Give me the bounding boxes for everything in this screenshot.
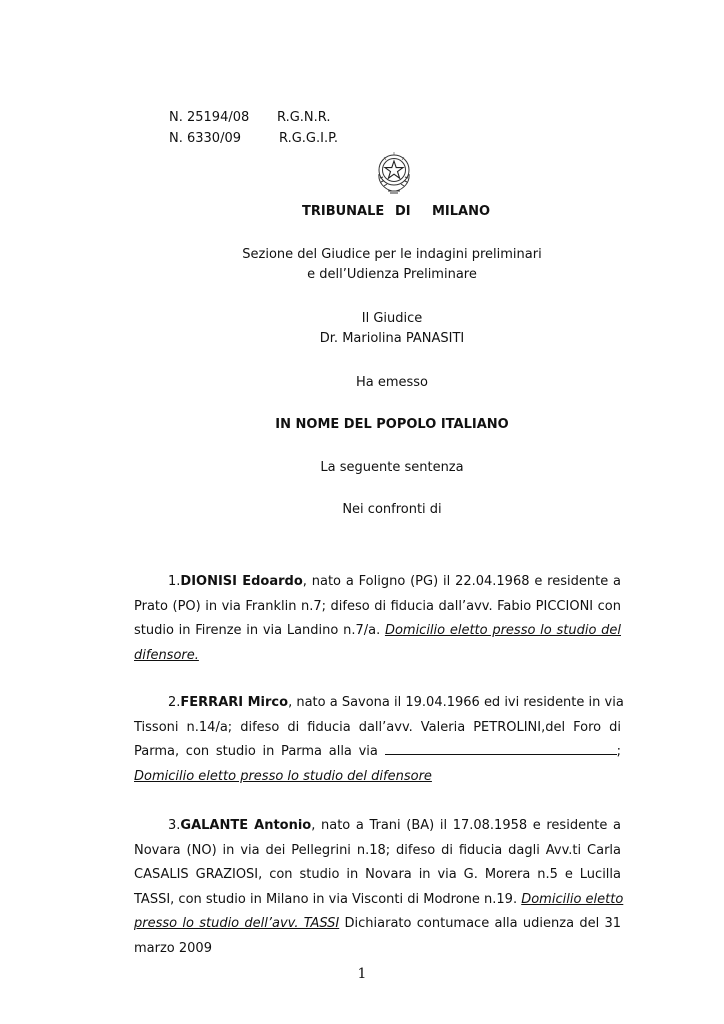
issued-text: Ha emesso: [355, 375, 429, 390]
defendant-name: FERRARI Mirco: [180, 695, 289, 710]
court-title-word-2: DI: [395, 204, 411, 219]
sentence-text: La seguente sentenza: [320, 460, 464, 475]
court-title-word-3: MILANO: [432, 204, 491, 219]
against-text: Nei confronti di: [342, 502, 442, 517]
case-code-rgnr: R.G.N.R.: [277, 110, 331, 125]
judge-title: Il Giudice: [361, 311, 423, 326]
defendant-name: GALANTE Antonio: [180, 818, 312, 833]
defendant-paragraph-1: 1.DIONISI Edoardo, nato a Foligno (PG) il 22.04.1968 e residente a Prato (PO) in via Franklin n.7; difeso di fiducia dall’avv. Fabio PICCIONI con studio in Firenze in via Landino n.7/a. Domicilio eletto presso lo studio del difensore.: [134, 574, 621, 663]
section-line-1: Sezione del Giudice per le indagini preliminari: [242, 247, 542, 262]
defendant-number: 2.: [168, 695, 181, 710]
section-line-2: e dell’Udienza Preliminare: [307, 267, 477, 282]
defendant-paragraph-2: 2.FERRARI Mirco, nato a Savona il 19.04.1966 ed ivi residente in via Tissoni n.14/a; difeso di fiducia dall’avv. Valeria PETROLINI,del Foro di Parma, con studio in Parma alla via ; Domicilio eletto presso lo studio del difensore: [134, 695, 624, 784]
case-number-rgnr: N. 25194/08: [169, 110, 250, 125]
in-name-heading: IN NOME DEL POPOLO ITALIANO: [275, 417, 509, 432]
page-number: 1: [357, 966, 367, 982]
italian-republic-emblem-icon: [370, 148, 418, 196]
defendant-number: 1.: [168, 574, 181, 589]
defendant-paragraph-3: 3.GALANTE Antonio, nato a Trani (BA) il 17.08.1958 e residente a Novara (NO) in via dei Pellegrini n.18; difeso di fiducia dagli Avv.ti Carla CASALIS GRAZIOSI, con studio in Novara in via G. Morera n.5 e Lucilla TASSI, con studio in Milano in via Visconti di Modrone n.19. Domicilio eletto presso lo studio dell’avv. TASSI Dichiarato contumace alla udienza del 31 marzo 2009: [134, 818, 624, 956]
case-number-rggip: N. 6330/09: [169, 131, 241, 146]
court-title-word-1: TRIBUNALE: [302, 204, 385, 219]
defendant-number: 3.: [168, 818, 181, 833]
defendant-name: DIONISI Edoardo: [180, 574, 303, 589]
blank-street-field: [385, 742, 617, 755]
judge-name: Dr. Mariolina PANASITI: [319, 331, 465, 346]
case-code-rggip: R.G.G.I.P.: [279, 131, 339, 146]
